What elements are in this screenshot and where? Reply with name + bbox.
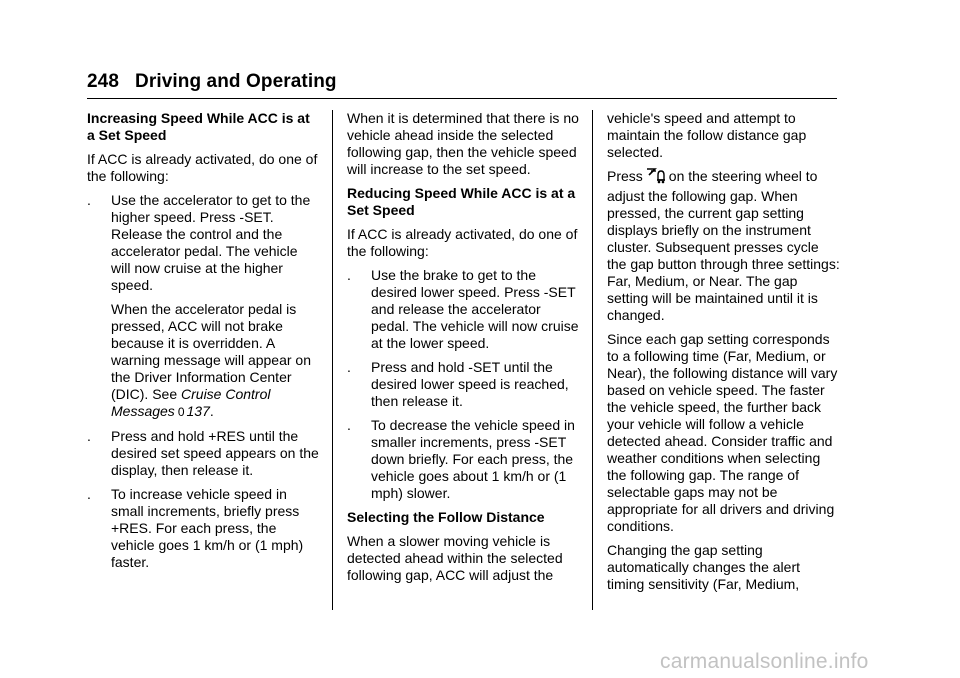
follow-distance-gap-icon <box>645 168 667 188</box>
page-number: 248 <box>87 71 120 92</box>
reference-end: . <box>209 403 214 419</box>
column-1 <box>87 110 319 578</box>
header-rule <box>87 98 837 99</box>
bullet-marker: . <box>87 192 91 208</box>
bullet-marker: . <box>87 486 91 502</box>
reference-title[interactable]: Cruise Control Messages <box>111 386 271 419</box>
gap-button-text: on the steering wheel to adjust the following gap. When pressed, the current gap setting displays briefly on the instrument cluster. Subsequent presses cycle the gap button through three settings: Far, Medium, or Near. The gap setting will be maintained until it is changed. <box>607 168 840 323</box>
intro-text: If ACC is already activated, do one of the following: <box>87 151 318 184</box>
bullet-text: Press and hold -SET until the desired lower speed is reached, then release it. <box>371 359 569 409</box>
section-title: Driving and Operating <box>135 71 337 92</box>
bullet-note <box>87 301 319 421</box>
column-3 <box>607 110 841 600</box>
subheading-follow-distance: Selecting the Follow Distance <box>347 509 545 525</box>
list-item <box>87 192 319 294</box>
bullet-text: Use the brake to get to the desired lower speed. Press -SET and release the accelerator pedal. The vehicle will now cruise at the lower speed. <box>371 267 579 351</box>
paragraph: When a slower moving vehicle is detected ahead within the selected following gap, ACC will adjust the <box>347 533 563 583</box>
page-header <box>87 70 337 94</box>
column-divider-1 <box>332 110 333 610</box>
paragraph: Since each gap setting corresponds to a following time (Far, Medium, or Near), the following distance will vary based on vehicle speed. The faster the vehicle speed, the further back your vehicle will follow a vehicle detected ahead. Consider traffic and weather conditions when selecting the following gap. The range of selectable gaps may not be appropriate for all drivers and driving conditions. <box>607 331 838 534</box>
list-item <box>347 359 581 410</box>
bullet-marker: . <box>347 267 351 283</box>
bullet-marker: . <box>347 417 351 433</box>
bullet-text: Use the accelerator to get to the higher speed. Press -SET. Release the control and the accelerator pedal. The vehicle will now cruise at the higher speed. <box>111 192 311 293</box>
subheading-increasing-speed: Increasing Speed While ACC is at a Set Speed <box>87 110 310 143</box>
reference-page[interactable]: 137 <box>186 403 210 419</box>
bullet-marker: . <box>347 359 351 375</box>
intro-text: If ACC is already activated, do one of the following: <box>347 226 578 259</box>
note-text: When the accelerator pedal is pressed, ACC will not brake because it is overridden. A warning message will appear on the Driver Information Center (DIC). See <box>111 301 311 402</box>
page-reference-icon: 0 <box>177 405 185 419</box>
column-divider-2 <box>592 110 593 610</box>
column-2 <box>347 110 581 591</box>
paragraph: When it is determined that there is no vehicle ahead inside the selected following gap, then the vehicle speed will increase to the set speed. <box>347 110 579 177</box>
list-item <box>347 267 581 352</box>
paragraph-gap-button <box>607 168 841 324</box>
subheading-reducing-speed: Reducing Speed While ACC is at a Set Speed <box>347 185 576 218</box>
paragraph: vehicle's speed and attempt to maintain the follow distance gap selected. <box>607 110 807 160</box>
list-item <box>347 417 581 502</box>
bullet-text: To decrease the vehicle speed in smaller increments, press -SET down briefly. For each press, the vehicle goes about 1 km/h or (1 mph) slower. <box>371 417 575 501</box>
watermark: carmanualsonline.info <box>660 650 869 673</box>
paragraph: Changing the gap setting automatically changes the alert timing sensitivity (Far, Medium, <box>607 542 800 592</box>
list-item <box>87 428 319 479</box>
list-item <box>87 486 319 571</box>
bullet-text: Press and hold +RES until the desired set speed appears on the display, then release it. <box>111 428 319 478</box>
press-text: Press <box>607 168 643 184</box>
bullet-marker: . <box>87 428 91 444</box>
bullet-text: To increase vehicle speed in small increments, briefly press +RES. For each press, the vehicle goes 1 km/h or (1 mph) faster. <box>111 486 304 570</box>
